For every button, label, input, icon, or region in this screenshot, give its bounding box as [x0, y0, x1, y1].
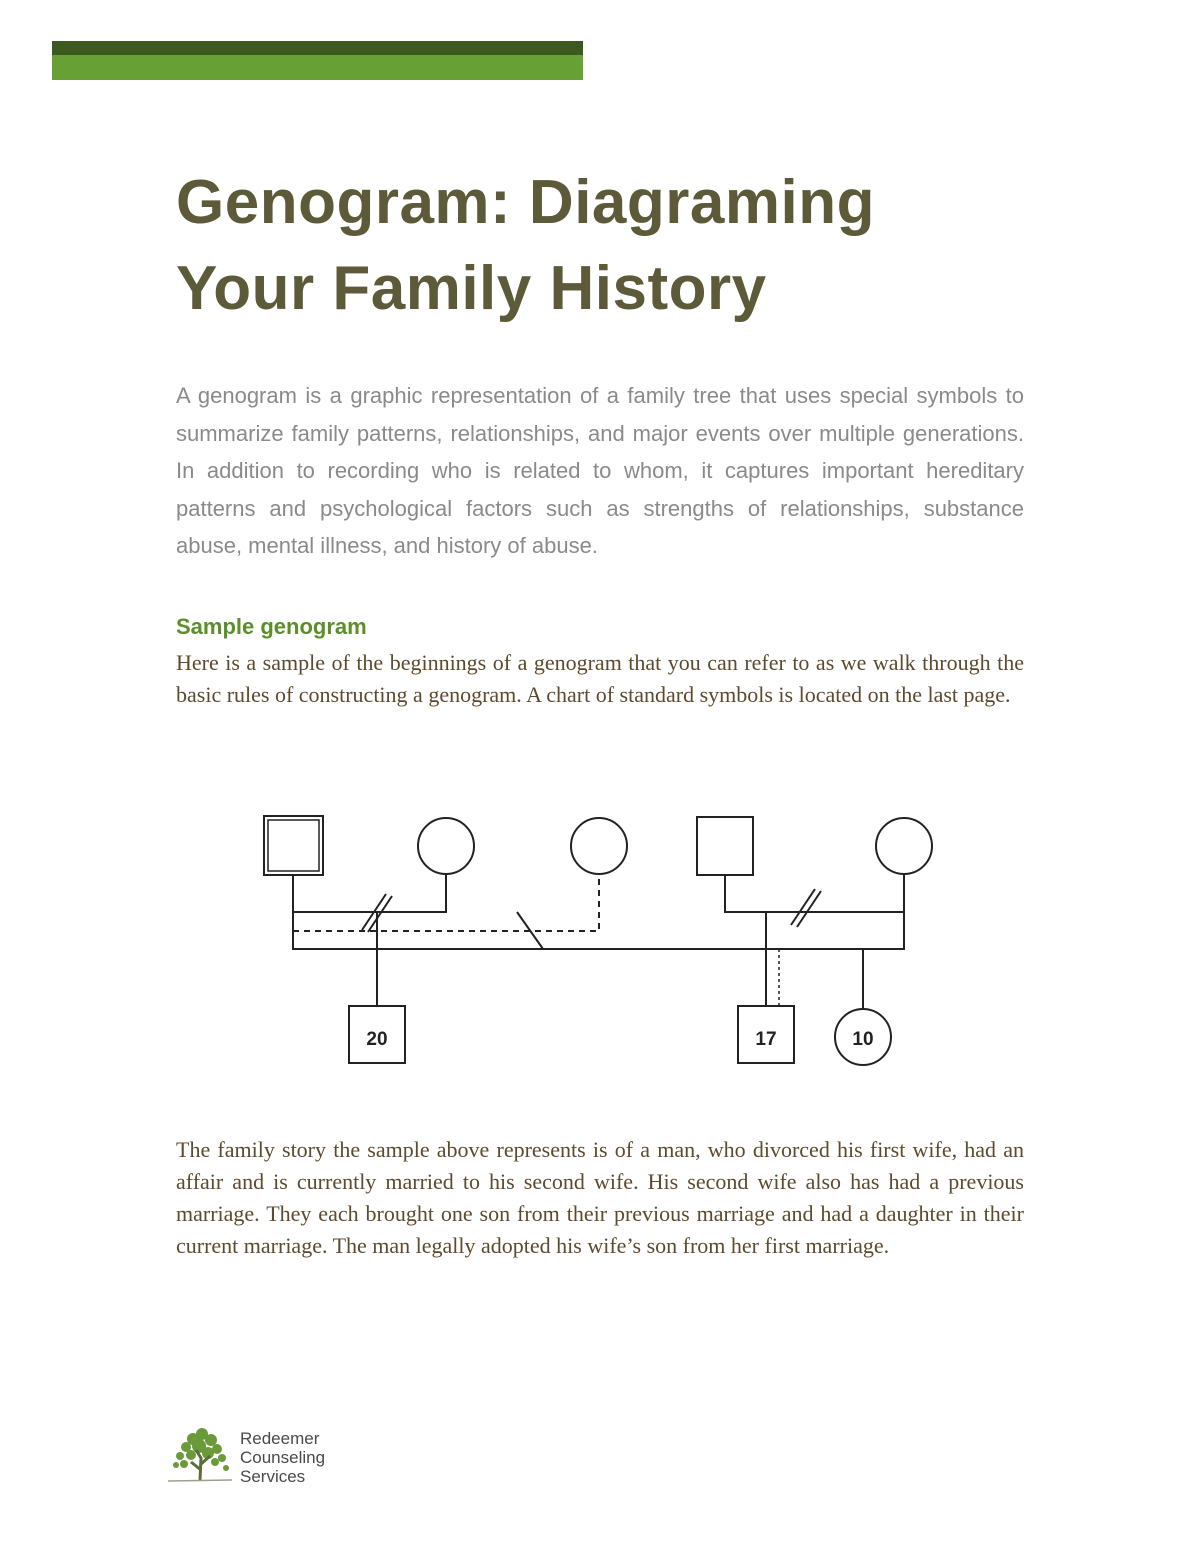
second-wife-symbol — [876, 818, 932, 874]
sample-paragraph: Here is a sample of the beginnings of a genogram that you can refer to as we walk through the basic rules of constructing a genogram. A chart of standard symbols is located on the last page. — [176, 650, 1024, 707]
man-symbol — [264, 816, 323, 875]
child-label-17: 17 — [755, 1029, 777, 1050]
first-wife-symbol — [418, 818, 474, 874]
man-symbol-inner — [268, 820, 319, 871]
logo-line-2: Counseling — [240, 1448, 326, 1467]
logo-line-1: Redeemer — [240, 1429, 320, 1448]
title-line-1: Genogram: Diagraming — [176, 168, 875, 237]
logo-text — [240, 1429, 325, 1486]
story-paragraph: The family story the sample above represents is of a man, who divorced his first wife, had an affair and is currently married to his second wife. His second wife also has had a previous marriage. They each brought one son from their previous marriage and had a daughter in their current marriage. The man legally adopted his wife’s son from her first marriage. — [176, 1137, 1024, 1258]
sample-genogram-heading: Sample genogram — [176, 614, 367, 639]
logo-line-3: Services — [240, 1467, 306, 1486]
affair-partner-symbol — [571, 818, 627, 874]
child-label-20: 20 — [366, 1029, 388, 1050]
intro-paragraph: A genogram is a graphic representation of a family tree that uses special symbols to summarize family patterns, relationships, and major events over multiple generations. In addition to recording who is related to whom, it captures important hereditary patterns and psychological factors such as strengths of relationships, substance abuse, mental illness, and history of abuse. — [176, 383, 1024, 558]
child-label-10: 10 — [852, 1029, 874, 1050]
divorce-line-1 — [293, 874, 446, 912]
title-line-2: Your Family History — [176, 254, 767, 323]
divorce-line-2 — [725, 875, 904, 912]
wife-ex-husband-symbol — [697, 817, 753, 875]
